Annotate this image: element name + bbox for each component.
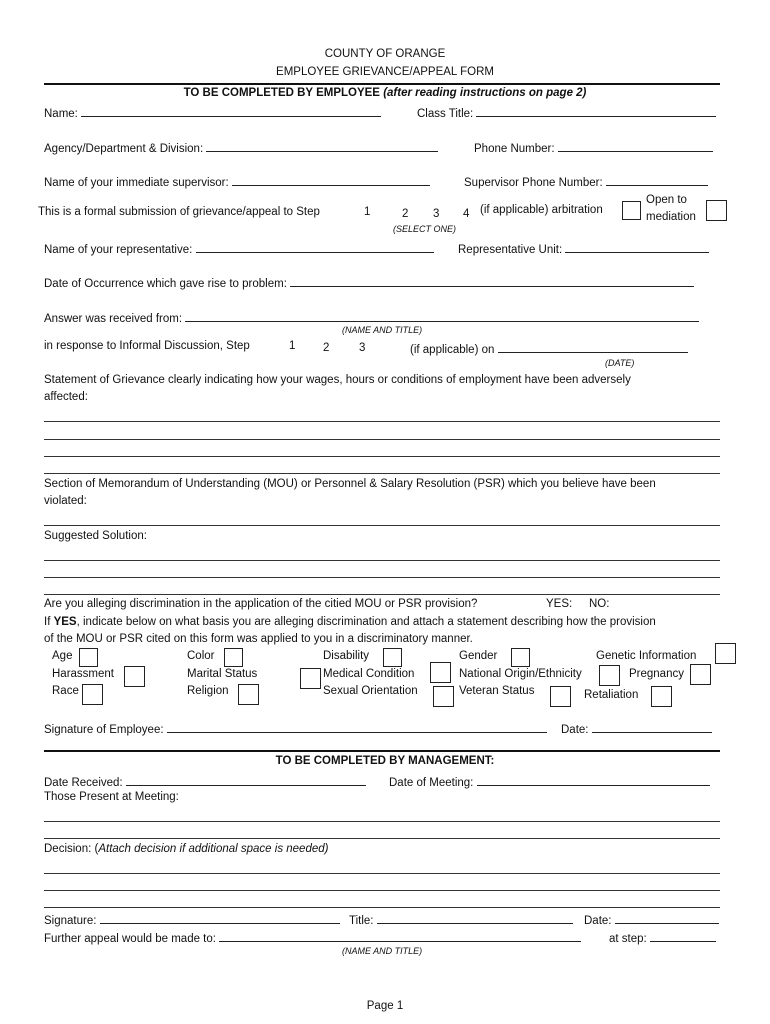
answer-line[interactable] bbox=[185, 309, 699, 322]
solution-line[interactable] bbox=[44, 594, 720, 595]
answer-name-title-note: (NAME AND TITLE) bbox=[342, 325, 423, 335]
mgmt-signature-line[interactable] bbox=[100, 911, 340, 924]
name-line[interactable] bbox=[81, 104, 381, 117]
page-number: Page 1 bbox=[366, 1000, 404, 1012]
informal-step-1[interactable]: 1 bbox=[289, 340, 296, 352]
mgmt-title-field[interactable] bbox=[349, 911, 573, 927]
date-received-field[interactable] bbox=[44, 773, 366, 789]
phone-line[interactable] bbox=[558, 139, 713, 152]
basis-race-checkbox[interactable] bbox=[82, 684, 103, 705]
representative-label: Name of your representative: bbox=[44, 244, 193, 256]
employee-date-line[interactable] bbox=[592, 720, 712, 733]
basis-national-checkbox[interactable] bbox=[599, 665, 620, 686]
management-title: TO BE COMPLETED BY MANAGEMENT: bbox=[275, 755, 495, 767]
arbitration-label: (if applicable) arbitration bbox=[480, 204, 603, 216]
at-step-field[interactable] bbox=[609, 929, 716, 945]
basis-veteran-label: Veteran Status bbox=[459, 685, 535, 697]
supervisor-field[interactable] bbox=[44, 173, 430, 189]
basis-pregnancy-checkbox[interactable] bbox=[690, 664, 711, 685]
basis-national-label: National Origin/Ethnicity bbox=[459, 668, 582, 680]
phone-label: Phone Number: bbox=[474, 143, 555, 155]
step-1-option[interactable]: 1 bbox=[364, 206, 371, 218]
step-3-option[interactable]: 3 bbox=[433, 208, 440, 220]
basis-medical-label: Medical Condition bbox=[323, 668, 415, 680]
agency-field[interactable] bbox=[44, 139, 438, 155]
mou-label: Section of Memorandum of Understanding (MOU) or Personnel & Salary Resolution (PSR) which you believe have been bbox=[44, 478, 656, 490]
mou-label-2: violated: bbox=[44, 495, 87, 507]
mediation-label-line2: mediation bbox=[646, 211, 696, 223]
agency-line[interactable] bbox=[206, 139, 438, 152]
basis-race-label: Race bbox=[52, 685, 79, 697]
decision-label: Decision: ( bbox=[44, 843, 99, 855]
date-meeting-label: Date of Meeting: bbox=[389, 777, 474, 789]
employee-date-label: Date: bbox=[561, 724, 589, 736]
supervisor-phone-line[interactable] bbox=[606, 173, 708, 186]
supervisor-label: Name of your immediate supervisor: bbox=[44, 177, 229, 189]
basis-age-label: Age bbox=[52, 650, 73, 662]
informal-step-2[interactable]: 2 bbox=[323, 342, 330, 354]
date-meeting-line[interactable] bbox=[477, 773, 710, 786]
basis-retaliation-label: Retaliation bbox=[584, 689, 639, 701]
basis-religion-checkbox[interactable] bbox=[238, 684, 259, 705]
basis-color-label: Color bbox=[187, 650, 215, 662]
rep-unit-line[interactable] bbox=[565, 240, 709, 253]
decision-label-line bbox=[44, 843, 328, 855]
rep-unit-label: Representative Unit: bbox=[458, 244, 563, 256]
header-rule bbox=[44, 83, 720, 85]
basis-gender-label: Gender bbox=[459, 650, 498, 662]
mgmt-date-field[interactable] bbox=[584, 911, 719, 927]
mgmt-signature-label: Signature: bbox=[44, 915, 97, 927]
no-option[interactable]: NO: bbox=[589, 598, 610, 610]
class-title-label: Class Title: bbox=[417, 108, 474, 120]
suggested-solution-label: Suggested Solution: bbox=[44, 530, 147, 542]
section1-title-line bbox=[0, 87, 770, 99]
step-2-option[interactable]: 2 bbox=[402, 208, 409, 220]
answer-label: Answer was received from: bbox=[44, 313, 183, 325]
if-yes-text bbox=[44, 616, 656, 628]
informal-label: in response to Informal Discussion, Step bbox=[44, 340, 250, 352]
employee-signature-field[interactable] bbox=[44, 720, 547, 736]
present-label: Those Present at Meeting: bbox=[44, 791, 179, 803]
at-step-line[interactable] bbox=[650, 929, 716, 942]
agency-label: Agency/Department & Division: bbox=[44, 143, 204, 155]
date-received-line[interactable] bbox=[126, 773, 366, 786]
supervisor-line[interactable] bbox=[232, 173, 430, 186]
statement-line[interactable] bbox=[44, 439, 720, 440]
answer-field[interactable] bbox=[44, 309, 699, 325]
name-field[interactable] bbox=[44, 104, 381, 120]
basis-medical-checkbox[interactable] bbox=[430, 662, 451, 683]
basis-harassment-label: Harassment bbox=[52, 668, 114, 680]
statement-label-2: affected: bbox=[44, 391, 88, 403]
section1-title: TO BE COMPLETED BY EMPLOYEE bbox=[183, 87, 380, 99]
rep-unit-field[interactable] bbox=[458, 240, 709, 256]
informal-step-3[interactable]: 3 bbox=[359, 342, 366, 354]
present-line[interactable] bbox=[44, 821, 720, 822]
further-appeal-label: Further appeal would be made to: bbox=[44, 933, 216, 945]
basis-harassment-checkbox[interactable] bbox=[124, 666, 145, 687]
statement-line[interactable] bbox=[44, 421, 720, 422]
occurrence-field[interactable] bbox=[44, 274, 694, 290]
basis-disability-checkbox[interactable] bbox=[383, 648, 402, 667]
discrimination-question: Are you alleging discrimination in the application of the citied MOU or PSR provision? bbox=[44, 598, 478, 610]
submission-label: This is a formal submission of grievance/appeal to Step bbox=[38, 206, 320, 218]
informal-date-field[interactable] bbox=[410, 340, 688, 356]
name-label: Name: bbox=[44, 108, 78, 120]
employee-date-field[interactable] bbox=[561, 720, 712, 736]
date-received-label: Date Received: bbox=[44, 777, 123, 789]
decision-line[interactable] bbox=[44, 873, 720, 874]
decision-line[interactable] bbox=[44, 890, 720, 891]
basis-sexual-checkbox[interactable] bbox=[433, 686, 454, 707]
basis-sexual-label: Sexual Orientation bbox=[323, 685, 418, 697]
basis-marital-label: Marital Status bbox=[187, 668, 258, 680]
select-one-note: (SELECT ONE) bbox=[393, 224, 457, 234]
arbitration-checkbox[interactable] bbox=[622, 201, 641, 220]
if-yes-rest: , indicate below on what basis you are alleging discrimination and attach a statement describing how the provision bbox=[76, 616, 656, 628]
basis-gender-checkbox[interactable] bbox=[511, 648, 530, 667]
further-name-title-note: (NAME AND TITLE) bbox=[342, 946, 423, 956]
basis-veteran-checkbox[interactable] bbox=[550, 686, 571, 707]
basis-marital-checkbox[interactable] bbox=[300, 668, 321, 689]
if-yes-prefix: If bbox=[44, 616, 54, 628]
decision-line[interactable] bbox=[44, 907, 720, 908]
further-appeal-field[interactable] bbox=[44, 929, 581, 945]
basis-retaliation-checkbox[interactable] bbox=[651, 686, 672, 707]
class-title-field[interactable] bbox=[417, 104, 716, 120]
employee-signature-line[interactable] bbox=[167, 720, 547, 733]
yes-option[interactable]: YES: bbox=[546, 598, 573, 610]
informal-date-line[interactable] bbox=[498, 340, 688, 353]
mgmt-signature-field[interactable] bbox=[44, 911, 340, 927]
management-divider bbox=[44, 750, 720, 752]
basis-genetic-label: Genetic Information bbox=[596, 650, 697, 662]
present-line[interactable] bbox=[44, 838, 720, 839]
if-yes-bold: YES bbox=[53, 616, 77, 628]
decision-note: Attach decision if additional space is needed) bbox=[98, 843, 329, 855]
section1-note: (after reading instructions on page 2) bbox=[383, 87, 587, 99]
basis-age-checkbox[interactable] bbox=[79, 648, 98, 667]
date-meeting-field[interactable] bbox=[389, 773, 710, 789]
statement-label: Statement of Grievance clearly indicating how your wages, hours or conditions of employment have been adversely bbox=[44, 374, 631, 386]
basis-genetic-checkbox[interactable] bbox=[715, 643, 736, 664]
basis-religion-label: Religion bbox=[187, 685, 229, 697]
basis-pregnancy-label: Pregnancy bbox=[629, 668, 684, 680]
mou-line[interactable] bbox=[44, 525, 720, 526]
mgmt-title-line[interactable] bbox=[377, 911, 573, 924]
further-appeal-line[interactable] bbox=[219, 929, 581, 942]
if-yes-line2: of the MOU or PSR cited on this form was applied to you in a discriminatory manner. bbox=[44, 633, 473, 645]
step-4-option[interactable]: 4 bbox=[463, 208, 470, 220]
representative-field[interactable] bbox=[44, 240, 434, 256]
supervisor-phone-label: Supervisor Phone Number: bbox=[464, 177, 603, 189]
solution-line[interactable] bbox=[44, 560, 720, 561]
at-step-label: at step: bbox=[609, 933, 647, 945]
statement-line[interactable] bbox=[44, 456, 720, 457]
mgmt-date-line[interactable] bbox=[615, 911, 719, 924]
mediation-checkbox[interactable] bbox=[706, 200, 727, 221]
form-title: EMPLOYEE GRIEVANCE/APPEAL FORM bbox=[276, 66, 494, 78]
basis-color-checkbox[interactable] bbox=[224, 648, 243, 667]
phone-field[interactable] bbox=[474, 139, 713, 155]
informal-on-label: (if applicable) on bbox=[410, 344, 495, 356]
mgmt-date-label: Date: bbox=[584, 915, 612, 927]
solution-line[interactable] bbox=[44, 577, 720, 578]
occurrence-line[interactable] bbox=[290, 274, 694, 287]
occurrence-label: Date of Occurrence which gave rise to problem: bbox=[44, 278, 287, 290]
mediation-label-line1: Open to bbox=[646, 194, 687, 206]
date-note: (DATE) bbox=[605, 358, 635, 368]
statement-line[interactable] bbox=[44, 473, 720, 474]
representative-line[interactable] bbox=[196, 240, 434, 253]
basis-disability-label: Disability bbox=[323, 650, 370, 662]
employee-signature-label: Signature of Employee: bbox=[44, 724, 164, 736]
supervisor-phone-field[interactable] bbox=[464, 173, 708, 189]
mgmt-title-label: Title: bbox=[349, 915, 374, 927]
class-title-line[interactable] bbox=[476, 104, 716, 117]
county-heading: COUNTY OF ORANGE bbox=[324, 48, 446, 60]
